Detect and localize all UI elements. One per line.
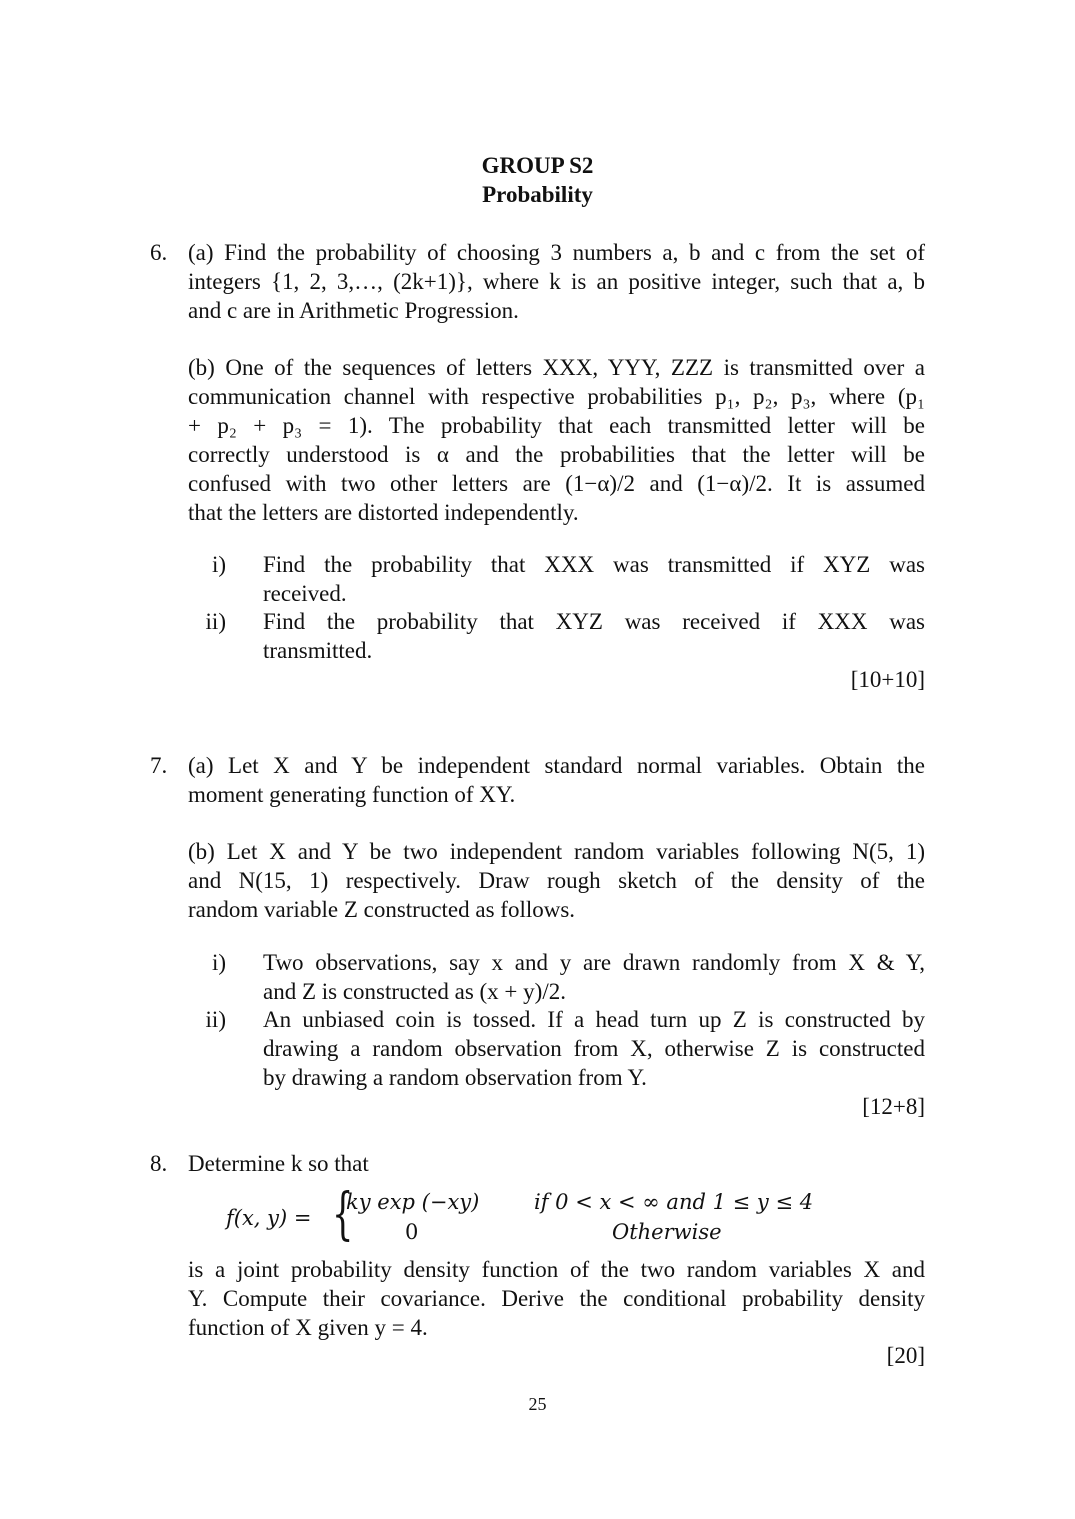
q8-marks: [20] <box>886 1343 925 1368</box>
q6b-line: communication channel with respective probabilities p₁, p₂, p₃, where (p₁ <box>188 384 925 409</box>
q6-item-i-line: received. <box>263 581 347 606</box>
q8-line: Y. Compute their covariance. Derive the conditional probability density <box>188 1286 925 1311</box>
q7-item-i-line: Two observations, say x and y are drawn randomly from X & Y, <box>263 950 925 975</box>
question-8-intro: Determine k so that <box>188 1151 369 1176</box>
q6b-line: (b) One of the sequences of letters XXX, YYY, ZZZ is transmitted over a <box>188 355 925 380</box>
q6-item-ii <box>263 607 925 665</box>
left-brace: { <box>332 1182 354 1247</box>
q6b-line: confused with two other letters are (1−α)/2 and (1−α)/2. It is assumed <box>188 471 925 496</box>
q7b-line: and N(15, 1) respectively. Draw rough sketch of the density of the <box>188 868 925 893</box>
question-7b <box>188 837 925 924</box>
question-6a <box>188 238 925 325</box>
question-6-number: 6. <box>150 240 168 265</box>
q6-item-ii-line: transmitted. <box>263 638 373 663</box>
q6a-line: and c are in Arithmetic Progression. <box>188 298 519 323</box>
q7a-line: (a) Let X and Y be independent standard normal variables. Obtain the <box>188 753 925 778</box>
q7a-line: moment generating function of XY. <box>188 782 516 807</box>
q7-item-ii-line: An unbiased coin is tossed. If a head turn up Z is constructed by <box>263 1007 925 1032</box>
group-heading: GROUP S2 <box>481 153 594 178</box>
q6b-line: + p₂ + p₃ = 1). The probability that each transmitted letter will be <box>188 413 925 438</box>
q7-item-i-number: i) <box>211 950 226 975</box>
subject-heading: Probability <box>482 182 593 207</box>
q6b-line: that the letters are distorted independently. <box>188 500 579 525</box>
q7-item-ii-number: ii) <box>205 1007 226 1032</box>
question-7-number: 7. <box>150 753 168 778</box>
q6-marks: [10+10] <box>850 667 925 692</box>
q7-marks: [12+8] <box>862 1094 925 1119</box>
q6-item-i <box>263 550 925 608</box>
equation-lhs: f(x, y) = <box>226 1206 312 1230</box>
q8-line: function of X given y = 4. <box>188 1315 428 1340</box>
q7b-line: (b) Let X and Y be two independent random variables following N(5, 1) <box>188 839 925 864</box>
equation-case1-condition: if 0 < x < ∞ and 1 ≤ y ≤ 4 <box>534 1190 814 1214</box>
question-8-body <box>188 1255 925 1342</box>
q6a-line: integers {1, 2, 3,…, (2k+1)}, where k is an positive integer, such that a, b <box>188 269 925 294</box>
q7-item-i <box>263 948 925 1006</box>
q7-item-i-line: and Z is constructed as (x + y)/2. <box>263 979 566 1004</box>
q6-item-i-line: Find the probability that XXX was transmitted if XYZ was <box>263 552 925 577</box>
q7-item-ii-line: drawing a random observation from X, otherwise Z is constructed <box>263 1036 925 1061</box>
equation-case1-expr: ky exp (−xy) <box>346 1190 480 1214</box>
question-6b <box>188 353 925 527</box>
equation-case2-condition: Otherwise <box>612 1220 722 1244</box>
equation-case2-expr: 0 <box>405 1220 419 1244</box>
question-7a <box>188 751 925 809</box>
q6a-line: (a) Find the probability of choosing 3 numbers a, b and c from the set of <box>188 240 925 265</box>
q6-item-ii-line: Find the probability that XYZ was received if XXX was <box>263 609 925 634</box>
page-number: 25 <box>528 1394 547 1414</box>
q7-item-ii <box>263 1005 925 1092</box>
q6-item-i-number: i) <box>211 552 226 577</box>
question-8-number: 8. <box>150 1151 168 1176</box>
q7b-line: random variable Z constructed as follows. <box>188 897 576 922</box>
q6b-line: correctly understood is α and the probabilities that the letter will be <box>188 442 925 467</box>
q6-item-ii-number: ii) <box>205 609 226 634</box>
q8-line: is a joint probability density function of the two random variables X and <box>188 1257 925 1282</box>
q7-item-ii-line: by drawing a random observation from Y. <box>263 1065 647 1090</box>
